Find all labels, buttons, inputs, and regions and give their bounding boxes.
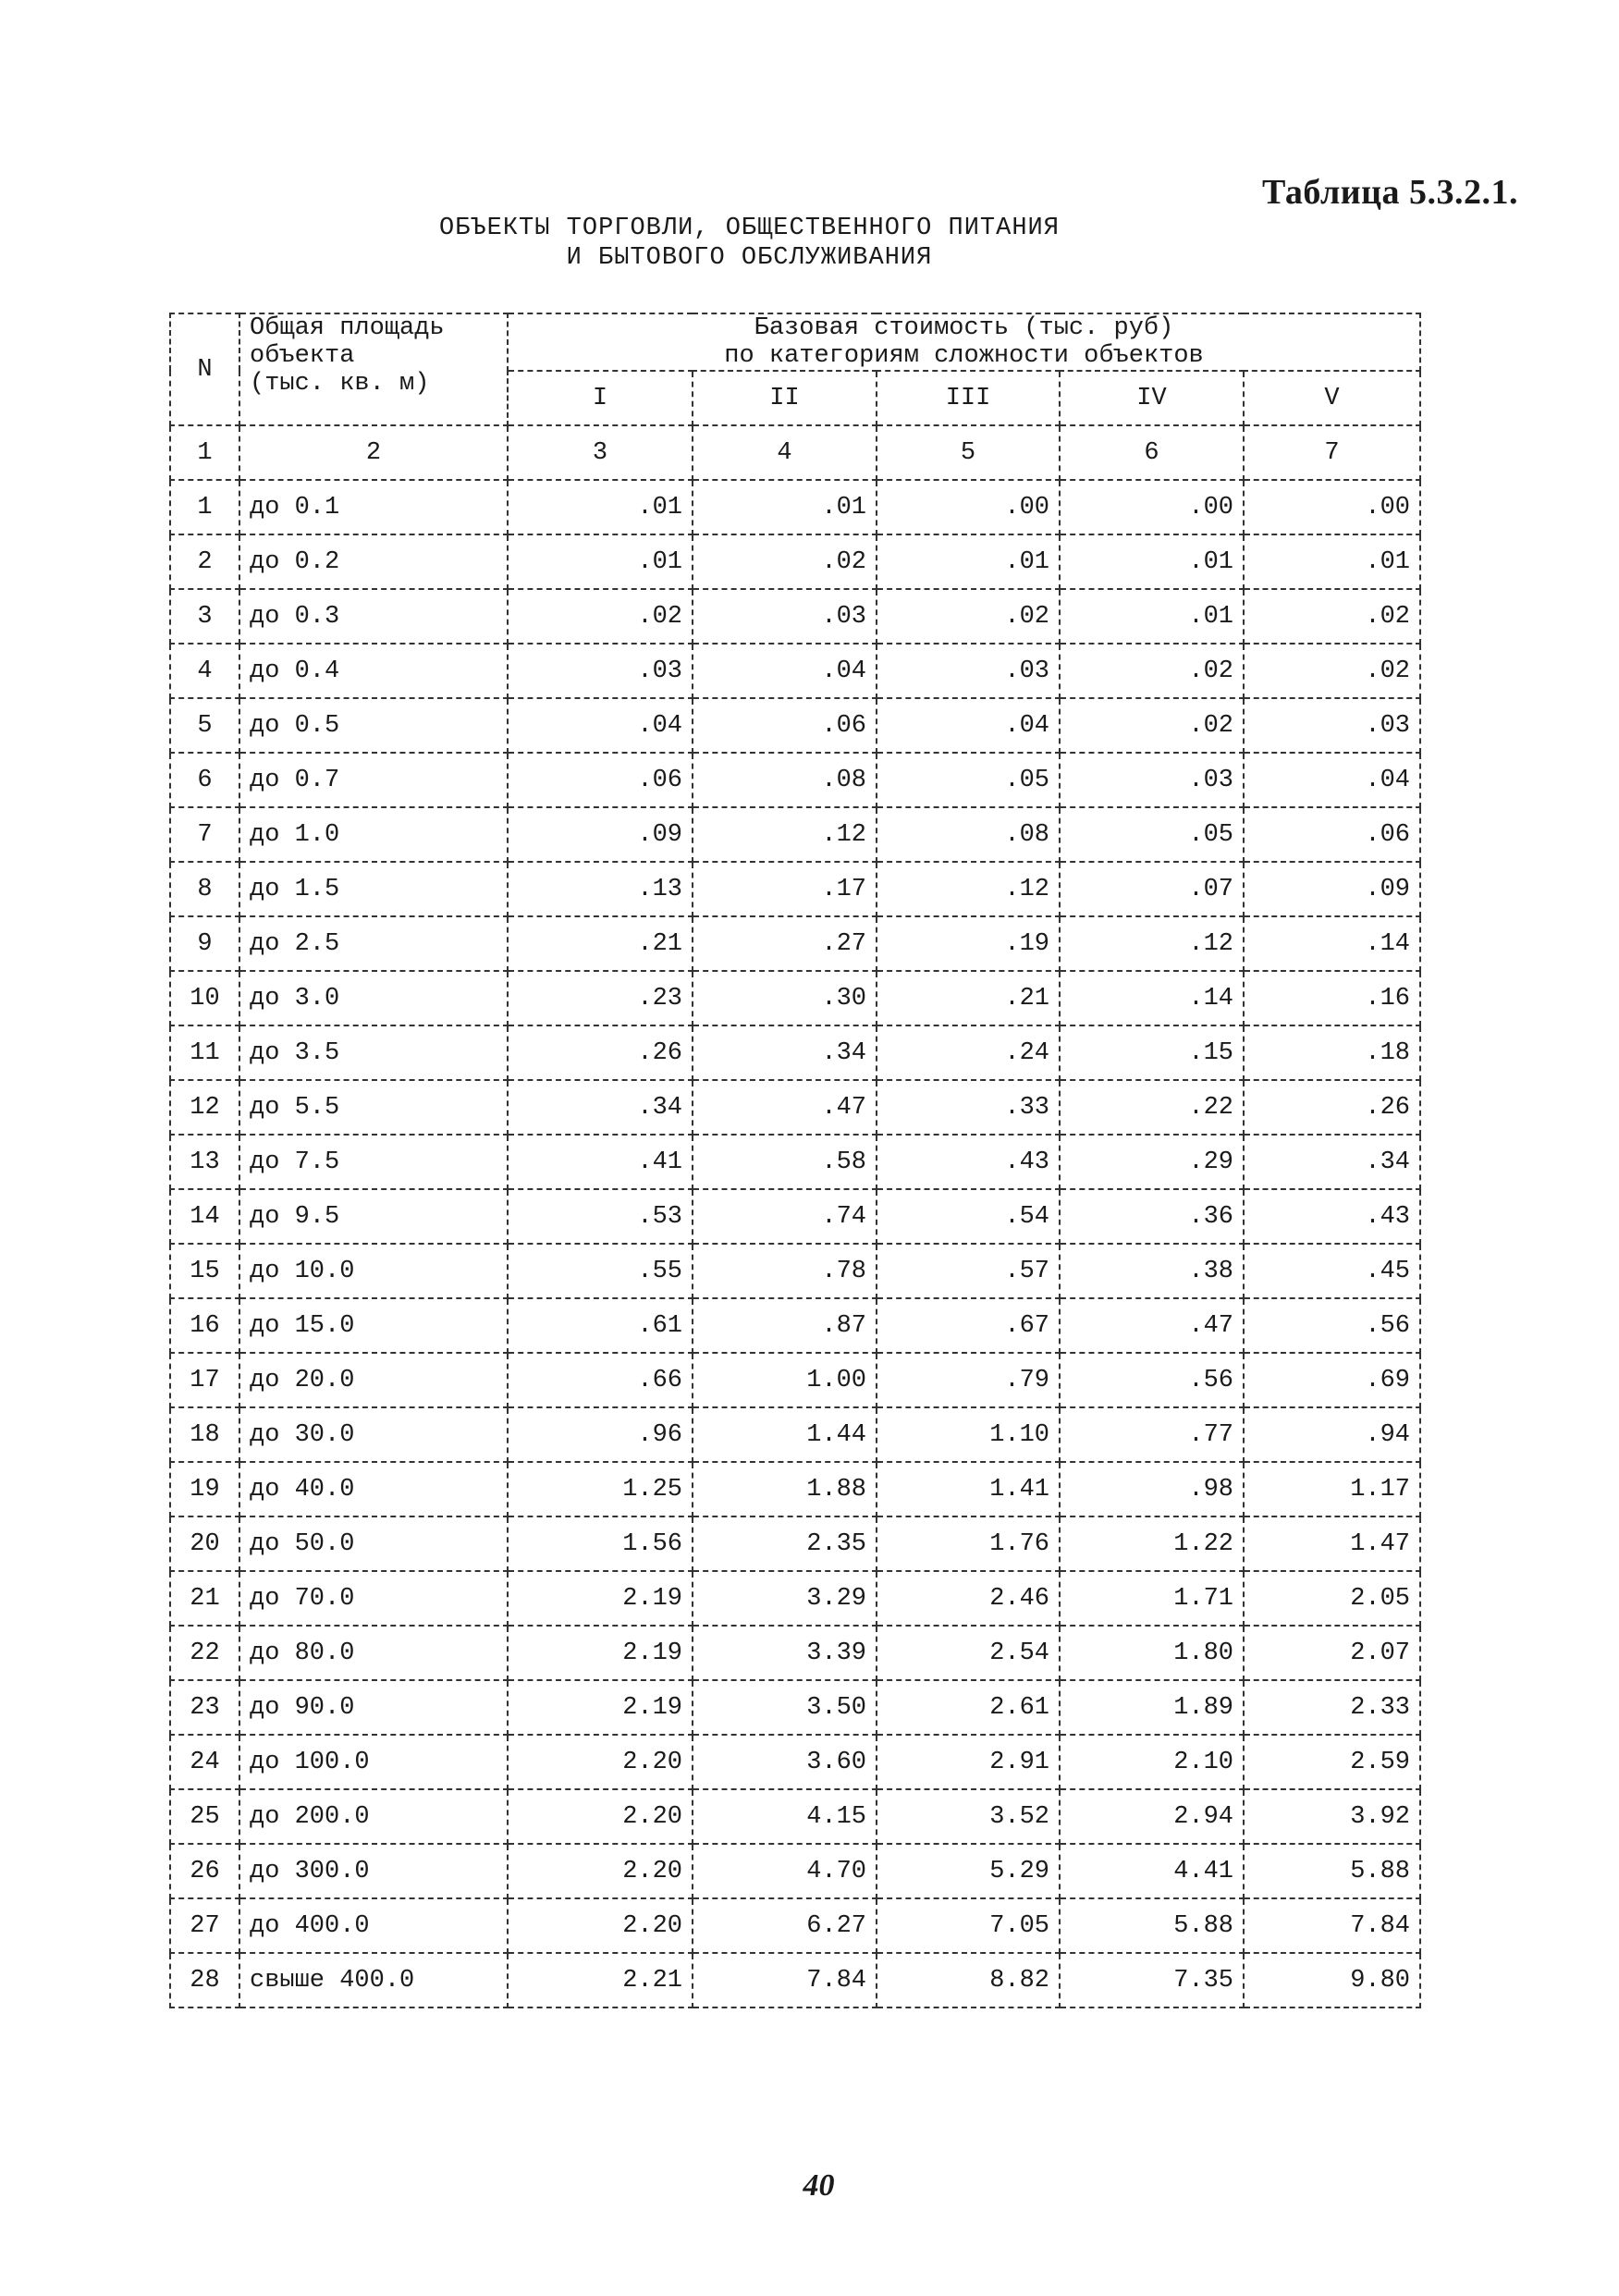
row-number-cell: 28 [170, 1953, 239, 2007]
cost-cell: .04 [1244, 753, 1420, 807]
cost-cell: .43 [1244, 1189, 1420, 1244]
cost-cell: 7.35 [1060, 1953, 1244, 2007]
cost-cell: 2.59 [1244, 1735, 1420, 1789]
cost-cell: .98 [1060, 1462, 1244, 1516]
cost-cell: 4.15 [693, 1789, 877, 1844]
cost-cell: .00 [1244, 480, 1420, 534]
cost-cell: .45 [1244, 1244, 1420, 1298]
row-number-cell: 9 [170, 916, 239, 971]
cost-cell: .02 [1244, 589, 1420, 644]
cost-cell: .05 [1060, 807, 1244, 862]
cost-cell: .26 [508, 1025, 693, 1080]
table-row [170, 1407, 1420, 1462]
cost-cell: .22 [1060, 1080, 1244, 1135]
cost-cell: .02 [1060, 698, 1244, 753]
cost-cell: 2.19 [508, 1680, 693, 1735]
area-cell: до 7.5 [239, 1135, 508, 1189]
area-cell: до 70.0 [239, 1571, 508, 1626]
cost-cell: .57 [877, 1244, 1060, 1298]
area-cell: до 10.0 [239, 1244, 508, 1298]
cost-cell: .02 [1244, 644, 1420, 698]
header-row-col-numbers [170, 425, 1420, 480]
row-number-cell: 27 [170, 1898, 239, 1953]
cost-table-container [169, 313, 1419, 2008]
row-number-cell: 19 [170, 1462, 239, 1516]
cost-cell: 4.41 [1060, 1844, 1244, 1898]
cost-cell: 2.46 [877, 1571, 1060, 1626]
row-number-cell: 22 [170, 1626, 239, 1680]
cost-cell: 2.19 [508, 1571, 693, 1626]
cost-cell: .05 [877, 753, 1060, 807]
cost-cell: .66 [508, 1353, 693, 1407]
cost-cell: .12 [1060, 916, 1244, 971]
cost-cell: .79 [877, 1353, 1060, 1407]
cost-cell: .24 [877, 1025, 1060, 1080]
table-row [170, 1353, 1420, 1407]
area-cell: до 5.5 [239, 1080, 508, 1135]
row-number-cell: 14 [170, 1189, 239, 1244]
table-row [170, 1735, 1420, 1789]
cost-cell: 2.33 [1244, 1680, 1420, 1735]
cost-cell: 3.50 [693, 1680, 877, 1735]
cost-cell: 1.89 [1060, 1680, 1244, 1735]
table-title-line-2: И БЫТОВОГО ОБСЛУЖИВАНИЯ [566, 244, 933, 272]
cost-cell: .02 [877, 589, 1060, 644]
cost-cell: .34 [508, 1080, 693, 1135]
cost-cell: .96 [508, 1407, 693, 1462]
cost-cell: .01 [508, 534, 693, 589]
cost-cell: .02 [1060, 644, 1244, 698]
cost-cell: .17 [693, 862, 877, 916]
table-row [170, 1462, 1420, 1516]
cost-cell: 1.56 [508, 1516, 693, 1571]
cost-cell: .67 [877, 1298, 1060, 1353]
table-row [170, 1189, 1420, 1244]
cost-cell: .00 [1060, 480, 1244, 534]
cost-cell: 3.39 [693, 1626, 877, 1680]
table-row [170, 1025, 1420, 1080]
cost-cell: .08 [693, 753, 877, 807]
area-cell: до 0.7 [239, 753, 508, 807]
row-number-cell: 2 [170, 534, 239, 589]
header-area-line-3: (тыс. кв. м) [250, 370, 430, 398]
area-cell: до 50.0 [239, 1516, 508, 1571]
cost-cell: 1.00 [693, 1353, 877, 1407]
cost-cell: .53 [508, 1189, 693, 1244]
cost-cell: .56 [1060, 1353, 1244, 1407]
table-row [170, 862, 1420, 916]
cost-cell: .30 [693, 971, 877, 1025]
cost-cell: .55 [508, 1244, 693, 1298]
row-number-cell: 24 [170, 1735, 239, 1789]
area-cell: до 0.3 [239, 589, 508, 644]
cost-cell: 2.20 [508, 1789, 693, 1844]
cost-cell: .23 [508, 971, 693, 1025]
cost-cell: 3.29 [693, 1571, 877, 1626]
cost-cell: 5.88 [1060, 1898, 1244, 1953]
table-row [170, 1953, 1420, 2007]
cost-cell: 2.20 [508, 1844, 693, 1898]
cost-cell: .01 [1060, 534, 1244, 589]
cost-cell: 1.47 [1244, 1516, 1420, 1571]
cost-cell: .15 [1060, 1025, 1244, 1080]
header-category: V [1244, 371, 1420, 425]
area-cell: до 30.0 [239, 1407, 508, 1462]
cost-cell: .03 [1244, 698, 1420, 753]
header-cost-line-2: по категориям сложности объектов [724, 342, 1204, 370]
table-row [170, 753, 1420, 807]
area-cell: до 80.0 [239, 1626, 508, 1680]
cost-cell: 2.10 [1060, 1735, 1244, 1789]
cost-cell: .08 [877, 807, 1060, 862]
cost-cell: .04 [508, 698, 693, 753]
table-row [170, 534, 1420, 589]
cost-cell: .06 [1244, 807, 1420, 862]
cost-cell: .61 [508, 1298, 693, 1353]
area-cell: до 90.0 [239, 1680, 508, 1735]
area-cell: до 1.0 [239, 807, 508, 862]
cost-cell: .33 [877, 1080, 1060, 1135]
cost-cell: .94 [1244, 1407, 1420, 1462]
cost-cell: .77 [1060, 1407, 1244, 1462]
cost-cell: 6.27 [693, 1898, 877, 1953]
area-cell: до 2.5 [239, 916, 508, 971]
row-number-cell: 25 [170, 1789, 239, 1844]
header-category: IV [1060, 371, 1244, 425]
cost-cell: 1.88 [693, 1462, 877, 1516]
cost-cell: .47 [693, 1080, 877, 1135]
area-cell: до 15.0 [239, 1298, 508, 1353]
cost-table [169, 313, 1421, 2008]
cost-cell: .03 [877, 644, 1060, 698]
cost-cell: 1.41 [877, 1462, 1060, 1516]
row-number-cell: 8 [170, 862, 239, 916]
header-area [239, 313, 508, 425]
header-cost-line-1: Базовая стоимость (тыс. руб) [754, 314, 1174, 342]
area-cell: до 0.4 [239, 644, 508, 698]
row-number-cell: 6 [170, 753, 239, 807]
cost-cell: .14 [1244, 916, 1420, 971]
cost-cell: .13 [508, 862, 693, 916]
row-number-cell: 3 [170, 589, 239, 644]
cost-cell: .34 [1244, 1135, 1420, 1189]
cost-cell: .19 [877, 916, 1060, 971]
cost-cell: .36 [1060, 1189, 1244, 1244]
cost-cell: .03 [508, 644, 693, 698]
cost-cell: .02 [693, 534, 877, 589]
row-number-cell: 18 [170, 1407, 239, 1462]
cost-cell: .56 [1244, 1298, 1420, 1353]
cost-cell: 1.76 [877, 1516, 1060, 1571]
col-number: 1 [170, 425, 239, 480]
cost-cell: 4.70 [693, 1844, 877, 1898]
table-label: Таблица 5.3.2.1. [1262, 173, 1519, 212]
header-n: N [170, 313, 239, 425]
cost-cell: .18 [1244, 1025, 1420, 1080]
col-number: 7 [1244, 425, 1420, 480]
cost-cell: .21 [508, 916, 693, 971]
table-row [170, 1626, 1420, 1680]
table-row [170, 1298, 1420, 1353]
col-number: 2 [239, 425, 508, 480]
table-row [170, 1080, 1420, 1135]
cost-cell: .87 [693, 1298, 877, 1353]
cost-cell: 9.80 [1244, 1953, 1420, 2007]
cost-cell: 1.17 [1244, 1462, 1420, 1516]
table-row [170, 1680, 1420, 1735]
area-cell: до 3.0 [239, 971, 508, 1025]
cost-cell: .04 [877, 698, 1060, 753]
area-cell: до 0.5 [239, 698, 508, 753]
row-number-cell: 16 [170, 1298, 239, 1353]
cost-cell: .47 [1060, 1298, 1244, 1353]
cost-cell: 2.61 [877, 1680, 1060, 1735]
table-body [170, 480, 1420, 2007]
cost-cell: .03 [693, 589, 877, 644]
cost-cell: 2.35 [693, 1516, 877, 1571]
cost-cell: .29 [1060, 1135, 1244, 1189]
header-base-cost [508, 313, 1420, 371]
cost-cell: .06 [508, 753, 693, 807]
cost-cell: .41 [508, 1135, 693, 1189]
cost-cell: .12 [693, 807, 877, 862]
cost-cell: .26 [1244, 1080, 1420, 1135]
cost-cell: .21 [877, 971, 1060, 1025]
cost-cell: 2.19 [508, 1626, 693, 1680]
cost-cell: 5.29 [877, 1844, 1060, 1898]
cost-cell: .01 [1244, 534, 1420, 589]
cost-cell: .09 [508, 807, 693, 862]
cost-cell: 2.54 [877, 1626, 1060, 1680]
header-category: I [508, 371, 693, 425]
cost-cell: 5.88 [1244, 1844, 1420, 1898]
row-number-cell: 21 [170, 1571, 239, 1626]
area-cell: до 300.0 [239, 1844, 508, 1898]
cost-cell: .04 [693, 644, 877, 698]
cost-cell: 1.22 [1060, 1516, 1244, 1571]
cost-cell: 2.94 [1060, 1789, 1244, 1844]
cost-cell: .00 [877, 480, 1060, 534]
col-number: 6 [1060, 425, 1244, 480]
area-cell: до 0.2 [239, 534, 508, 589]
table-row [170, 480, 1420, 534]
row-number-cell: 13 [170, 1135, 239, 1189]
header-area-line-2: объекта [250, 342, 355, 370]
cost-cell: .16 [1244, 971, 1420, 1025]
table-row [170, 1135, 1420, 1189]
area-cell: до 100.0 [239, 1735, 508, 1789]
cost-cell: .01 [877, 534, 1060, 589]
cost-cell: 3.52 [877, 1789, 1060, 1844]
row-number-cell: 7 [170, 807, 239, 862]
cost-cell: 2.91 [877, 1735, 1060, 1789]
cost-cell: .43 [877, 1135, 1060, 1189]
page-number: 40 [803, 2168, 835, 2203]
cost-cell: 1.10 [877, 1407, 1060, 1462]
header-row-1 [170, 313, 1420, 371]
col-number: 5 [877, 425, 1060, 480]
cost-cell: .03 [1060, 753, 1244, 807]
cost-cell: .38 [1060, 1244, 1244, 1298]
header-area-line-1: Общая площадь [250, 314, 445, 342]
cost-cell: .09 [1244, 862, 1420, 916]
table-title-line-1: ОБЪЕКТЫ ТОРГОВЛИ, ОБЩЕСТВЕННОГО ПИТАНИЯ [439, 215, 1060, 242]
row-number-cell: 20 [170, 1516, 239, 1571]
cost-cell: 2.20 [508, 1735, 693, 1789]
area-cell: до 9.5 [239, 1189, 508, 1244]
table-row [170, 971, 1420, 1025]
row-number-cell: 23 [170, 1680, 239, 1735]
area-cell: свыше 400.0 [239, 1953, 508, 2007]
table-row [170, 807, 1420, 862]
cost-cell: .12 [877, 862, 1060, 916]
table-row [170, 916, 1420, 971]
cost-cell: 1.80 [1060, 1626, 1244, 1680]
cost-cell: .78 [693, 1244, 877, 1298]
table-row [170, 1516, 1420, 1571]
cost-cell: 2.07 [1244, 1626, 1420, 1680]
cost-cell: .27 [693, 916, 877, 971]
cost-cell: 2.21 [508, 1953, 693, 2007]
row-number-cell: 10 [170, 971, 239, 1025]
cost-cell: 7.05 [877, 1898, 1060, 1953]
header-category: III [877, 371, 1060, 425]
table-row [170, 589, 1420, 644]
table-row [170, 698, 1420, 753]
col-number: 3 [508, 425, 693, 480]
row-number-cell: 12 [170, 1080, 239, 1135]
cost-cell: 3.60 [693, 1735, 877, 1789]
table-row [170, 1844, 1420, 1898]
cost-cell: .69 [1244, 1353, 1420, 1407]
cost-cell: 7.84 [1244, 1898, 1420, 1953]
row-number-cell: 4 [170, 644, 239, 698]
cost-cell: 3.92 [1244, 1789, 1420, 1844]
table-row [170, 1789, 1420, 1844]
area-cell: до 1.5 [239, 862, 508, 916]
cost-cell: .01 [1060, 589, 1244, 644]
header-category: II [693, 371, 877, 425]
table-row [170, 1571, 1420, 1626]
cost-cell: 1.71 [1060, 1571, 1244, 1626]
row-number-cell: 26 [170, 1844, 239, 1898]
area-cell: до 200.0 [239, 1789, 508, 1844]
cost-cell: .54 [877, 1189, 1060, 1244]
area-cell: до 400.0 [239, 1898, 508, 1953]
cost-cell: .14 [1060, 971, 1244, 1025]
cost-cell: 2.05 [1244, 1571, 1420, 1626]
row-number-cell: 17 [170, 1353, 239, 1407]
cost-cell: 2.20 [508, 1898, 693, 1953]
cost-cell: .74 [693, 1189, 877, 1244]
cost-cell: 1.44 [693, 1407, 877, 1462]
area-cell: до 40.0 [239, 1462, 508, 1516]
area-cell: до 20.0 [239, 1353, 508, 1407]
table-row [170, 1244, 1420, 1298]
row-number-cell: 1 [170, 480, 239, 534]
table-row [170, 644, 1420, 698]
row-number-cell: 5 [170, 698, 239, 753]
row-number-cell: 11 [170, 1025, 239, 1080]
cost-cell: .34 [693, 1025, 877, 1080]
cost-cell: 7.84 [693, 1953, 877, 2007]
cost-cell: .07 [1060, 862, 1244, 916]
area-cell: до 3.5 [239, 1025, 508, 1080]
table-row [170, 1898, 1420, 1953]
row-number-cell: 15 [170, 1244, 239, 1298]
cost-cell: .01 [693, 480, 877, 534]
cost-cell: .06 [693, 698, 877, 753]
cost-cell: .02 [508, 589, 693, 644]
cost-cell: .01 [508, 480, 693, 534]
area-cell: до 0.1 [239, 480, 508, 534]
cost-cell: 1.25 [508, 1462, 693, 1516]
col-number: 4 [693, 425, 877, 480]
cost-cell: 8.82 [877, 1953, 1060, 2007]
cost-cell: .58 [693, 1135, 877, 1189]
